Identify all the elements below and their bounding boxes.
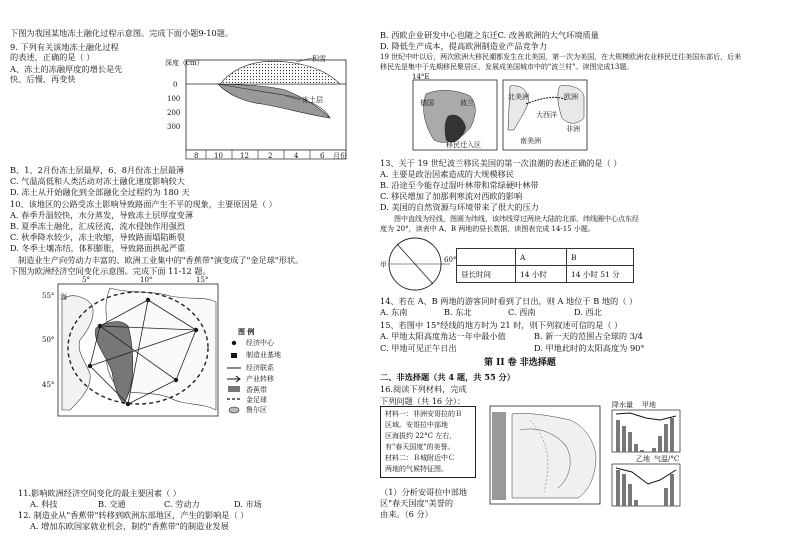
chart1-xtick: 2 (268, 152, 273, 160)
material-line: 材料一：非洲安哥拉的Ｂ (385, 410, 462, 418)
q16-1-line3: 由来。（6 分） (380, 509, 433, 519)
q14-optB: B. 东北 (444, 307, 472, 317)
q10-optC: C. 秋季降水较少，冻土收缩，导致路面塌陷断裂 (10, 232, 185, 242)
q15-stem: 15、若图中 15°经线的地方时为 21 时，则下列叙述可信的是（ ） (380, 320, 623, 330)
q15-optB: B. 新一天的范围占全球的 3/4 (534, 331, 643, 341)
chart1-label-frozen: 冻土层 (302, 96, 323, 104)
q13-optC: C. 移民增加了加那利寒流对西欧的影响 (380, 191, 523, 201)
q9-optB: B、1、2月份冻土层最厚，6、8月份冻土层最薄 (10, 165, 185, 175)
material-line: 区海拔约 22°C 左右， (385, 432, 457, 440)
map-label-eu: 欧洲 (564, 93, 578, 101)
legend-item: 鲁尔区 (246, 406, 267, 414)
map-lon: 15° (196, 276, 209, 284)
intro-13-b: 移民先是集中于先期移民聚居区，发展成美国城市中的"波兰村"。读图完成13题。 (380, 63, 634, 71)
map-lon: 10° (140, 276, 153, 284)
legend-title: 图 例 (238, 327, 255, 336)
q9-optC: C. 气温高低和人类活动对冻土融化速度影响较大 (10, 176, 185, 186)
q14-stem: 14、若在 A、B 两地的游客同时看到了日出，则 A 地位于 B 地的（ ） (380, 296, 638, 306)
map-label-sa: 南美洲 (520, 137, 541, 145)
map-lat: 55° (42, 292, 55, 300)
section2-title: 二、非选择题（共 4 题，共 55 分） (380, 372, 515, 382)
part2-title: 第 II 卷 非选择题 (484, 358, 556, 368)
table-cell: A (516, 249, 567, 266)
q16-1-line1: （1）分析安哥拉中部地 (380, 487, 468, 497)
legend-item: 经济中心 (246, 339, 274, 347)
q12-stem: 12. 制造业从"香蕉带"转移到欧洲东部地区，产生的影响是（ ） (18, 510, 249, 520)
q16-stem-2: 下列问题（共 16 分）： (380, 396, 466, 406)
q9-line1: 9. 下列有关该地冻土融化过程 (10, 42, 119, 52)
q13-stem: 13、关于 19 世纪波兰移民美国的第一次浪潮的表述正确的是（ ） (380, 158, 622, 168)
q15-optD: D. 甲地此时的太阳高度为 90° (534, 343, 645, 353)
q12-optA: A. 增加东欧国家就业机会，制约"香蕉带"的制造业发展 (30, 521, 229, 531)
material-line: 材料二：Ｂ城附近中Ｃ (385, 454, 455, 462)
intro-9-10: 下图为我国某地冻土融化过程示意图。完成下面小题9-10题。 (10, 28, 234, 38)
map-label-germany: 德国 (420, 99, 434, 107)
chart1-xtick: 12 (240, 152, 249, 160)
chart1-ytick: 300 (167, 123, 181, 131)
map-label-africa: 非洲 (566, 125, 580, 133)
chart1-label-snow: 积雪 (312, 55, 326, 63)
climate-chart2-title: 乙地 (636, 455, 650, 463)
diagram-label-left: 甲 (380, 261, 387, 269)
intro-11-12-b: 下图为欧洲经济空间变化示意图。完成下面 11-12 题。 (10, 266, 211, 276)
climate-temp-label: 气温/°C (654, 455, 680, 463)
q9-optA-1: A、冻土的冻融厚度的增长是先 (10, 64, 123, 74)
q13-optB: B. 沿途至今能存过湿叶林带和常绿硬叶林带 (380, 180, 539, 190)
map-label-atlantic: 大西洋 (536, 111, 557, 119)
chart1-xtick: 10 (214, 152, 223, 160)
map-label-na: 北美洲 (508, 93, 529, 101)
chart1-ytick: 0 (173, 81, 178, 89)
map-lat: 50° (42, 336, 55, 344)
q10-stem: 10、该地区的公路受冻土影响导致路面产生不平的现象，主要原因是（ ） (10, 199, 277, 209)
q10-optB: B. 夏季冻土融化，汇成径流，流水侵蚀作用强烈 (10, 221, 185, 231)
q15-optA: A. 甲地太阳高度角达一年中最小值 (380, 331, 506, 341)
q10-optA: A. 春季升温较快，水分蒸发，导致冻土层厚度变薄 (10, 210, 194, 220)
table-cell: 昼长时间 (457, 266, 516, 283)
chart1-ylabel: 深度（cm） (165, 59, 204, 67)
q11-optC: C. 劳动力 (164, 499, 200, 509)
q11-stem: 11.影响欧洲经济空间变化的最主要因素（ ） (18, 488, 181, 498)
chart1-xunit: 月份 (333, 152, 347, 160)
q11-optD: D. 市场 (234, 499, 262, 509)
legend-item: 香蕉带 (246, 386, 267, 394)
q10-optD: D. 冬季土壤冻结，体积膨胀，导致路面拱起严重 (10, 243, 186, 253)
q11-optA: A. 科技 (30, 499, 58, 509)
chart1-xtick: 4 (294, 152, 299, 160)
chart1-xtick: 6 (320, 152, 325, 160)
q14-optD: D. 西北 (574, 307, 602, 317)
q15-optC: C. 甲地可见正午日出 (380, 343, 457, 353)
intro-11-12-a: 制造业生产向劳动力丰富的、欧洲工业集中的"香蕉带"演变成了"金足球"形状。 (18, 255, 304, 265)
material-line: 区域。安哥拉中部地 (385, 421, 448, 429)
map-legend-migration: 移民迁入区 (446, 141, 481, 149)
map-lon: 5° (82, 276, 90, 284)
climate-precip-label: 降水量 (612, 401, 633, 409)
table-cell: 14 小时 51 分 (567, 266, 634, 283)
material-line: 有"春天国度"的美誉。 (385, 443, 455, 451)
map-lat: 45° (42, 381, 55, 389)
legend-item: 制造业基地 (246, 351, 281, 359)
intro-13-a: 19 世纪中叶以后，两次欧洲大移民潮都发生在北美国，第一次为美国，在大规模欧洲农业移民迁往美国东部后，后来 (380, 53, 742, 61)
diagram-label-lat: 60° (444, 256, 457, 264)
legend-item: 产业转移 (246, 375, 274, 383)
q14-optC: C. 西南 (508, 307, 536, 317)
q9-optA-2: 快、后慢、再变快 (10, 74, 76, 84)
q9-line2: 的表述，正确的是（ ） (10, 52, 95, 62)
intro-14-15-a: 图中直线为经线，图圆为纬线，该纬线穿过两块大陆的北部，纬线圈中心点东经 (394, 215, 639, 223)
table-cell: 14 小时 (516, 266, 567, 283)
legend-item: 经济联系 (246, 364, 274, 372)
climate-chart1-title: 甲地 (642, 401, 656, 409)
map-label-poland: 波兰 (460, 99, 474, 107)
q16-1-line2: 区"春天国度"美誉的 (380, 498, 454, 508)
q12-optBC: B. 西欧企业研发中心也随之东迁C. 改善欧洲的大气环境质量 (380, 30, 599, 40)
chart1-ytick: 100 (167, 95, 181, 103)
map-lon-14e: 14°E (412, 73, 430, 81)
q13-optD: D. 美国的自然资源与环境带来了很大的压力 (380, 202, 539, 212)
q16-stem-1: 16.阅读下列材料，完成 (380, 384, 467, 394)
intro-14-15-b: 度为 20°，读表中 A、B 两地的昼长数据，读图表完成 14-15 小题。 (380, 225, 595, 233)
q11-optB: B. 交通 (98, 499, 126, 509)
chart1-xtick: 8 (194, 152, 199, 160)
table-cell: B (567, 249, 634, 266)
map-sea: 海 (60, 293, 67, 301)
q14-optA: A. 东南 (380, 307, 408, 317)
chart1-ytick: 200 (167, 109, 181, 117)
q12-optD: D. 降低生产成本，提高欧洲制造业产品竞争力 (380, 41, 548, 51)
q9-optD: D. 冻土从开始融化到全部融化全过程约为 180 天 (10, 187, 190, 197)
legend-item: 金足球 (246, 396, 267, 404)
q13-optA: A. 主要是政治因素造成的大规模移民 (380, 169, 514, 179)
material-line: 两地的气候特征图。 (385, 465, 448, 473)
